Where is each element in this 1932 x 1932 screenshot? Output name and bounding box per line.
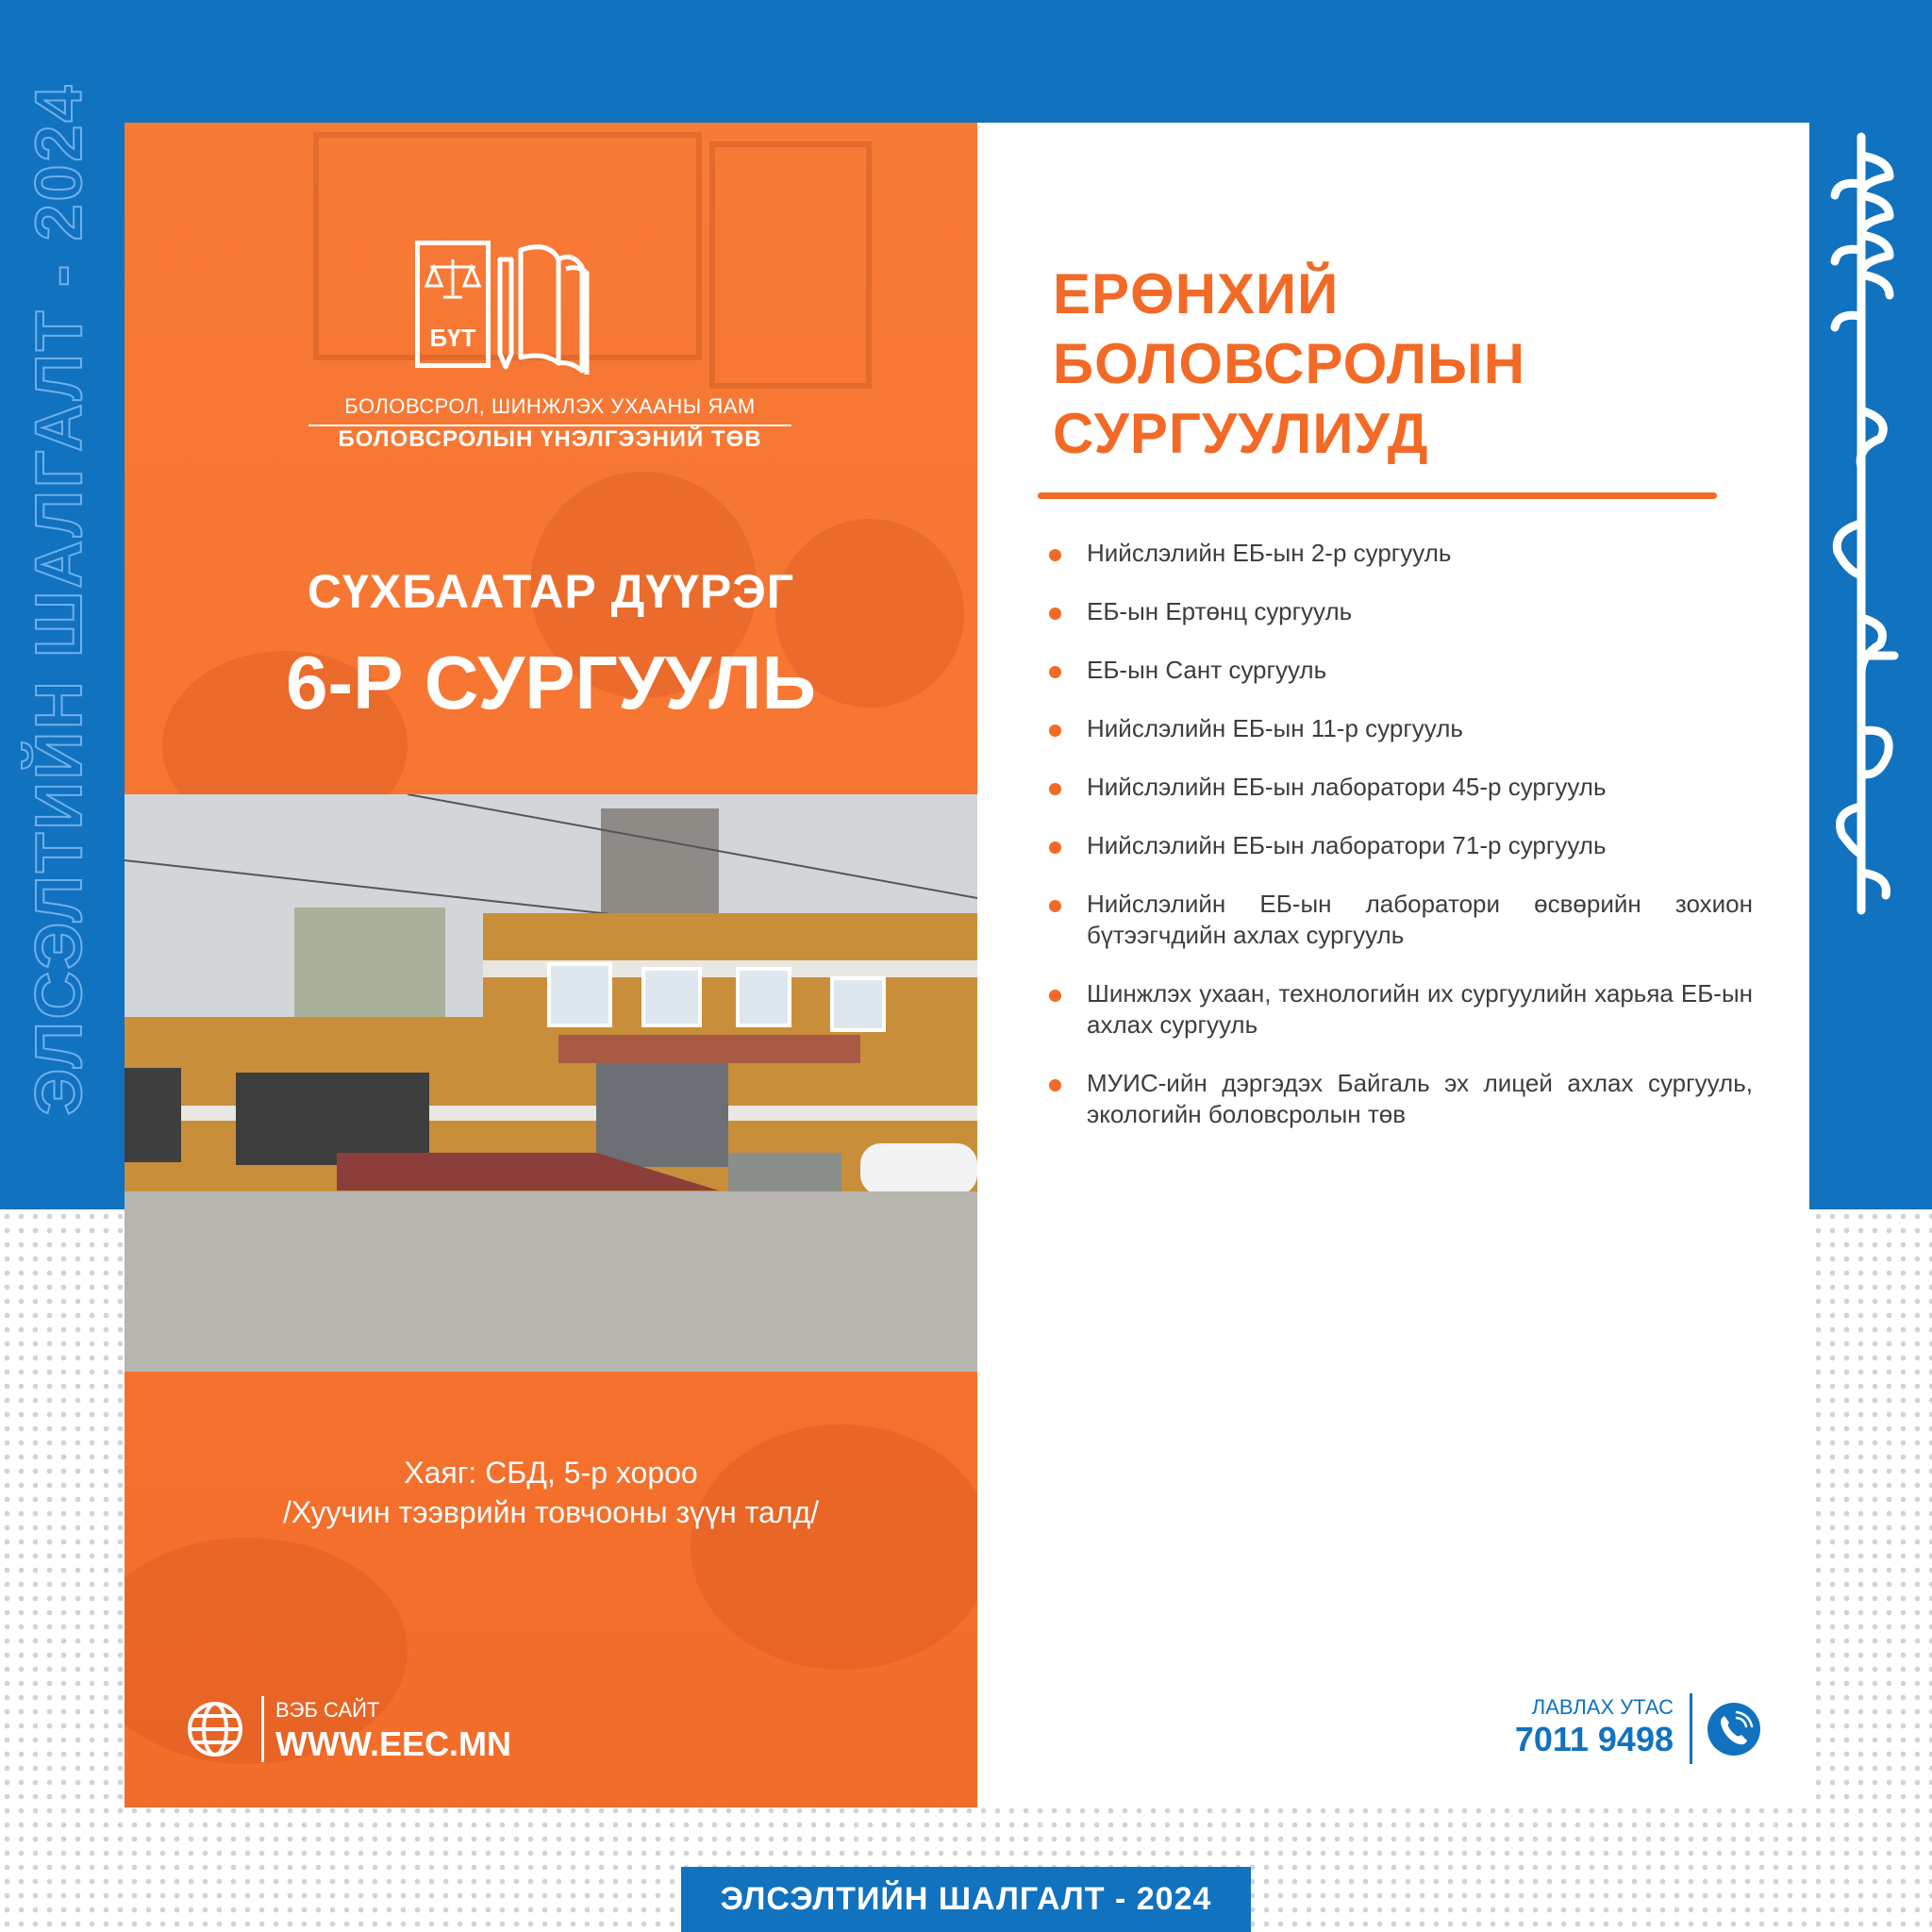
school-title: 6-Р СУРГУУЛЬ [285,641,817,724]
phone-block[interactable] [1355,1693,1779,1764]
globe-icon [186,1700,244,1758]
school-panel [125,123,977,1807]
bullet-icon [1049,990,1061,1002]
bullet-icon [1049,1079,1061,1091]
list-item-text: Нийслэлийн ЕБ-ын лаборатори 45-р сургууль [1087,773,1607,801]
address-line-2: /Хуучин тээврийн товчооны зүүн талд/ [282,1495,820,1529]
logo-badge-text: БҮТ [429,324,476,352]
bullet-icon [1049,608,1061,620]
list-item [1043,830,1753,861]
list-item [1043,978,1753,1041]
list-item [1043,772,1753,803]
scales-icon [423,254,483,310]
poster-card [125,123,1809,1807]
center-name: БОЛОВСРОЛЫН ҮНЭЛГЭЭНИЙ ТӨВ [338,426,762,452]
bullet-icon [1049,841,1061,854]
list-item [1043,1068,1753,1130]
district-title: СҮХБААТАР ДҮҮРЭГ [307,565,795,618]
background-frame [709,142,872,389]
heading-line-2: БОЛОВСРОЛЫН [1053,332,1526,395]
ministry-logo [415,241,594,382]
list-item-text: Шинжлэх ухаан, технологийн их сургуулийн харьяа ЕБ-ын ахлах сургууль [1087,979,1753,1039]
list-item [1043,889,1753,951]
heading-line-1: ЕРӨНХИЙ [1053,262,1340,325]
schools-list-panel [977,123,1809,1807]
bullet-icon [1049,783,1061,795]
list-item [1043,596,1753,627]
website-divider [261,1696,264,1762]
school-list [1043,538,1753,1158]
website-label: ВЭБ САЙТ [275,1698,380,1722]
list-item-text: Нийслэлийн ЕБ-ын лаборатори 71-р сургууль [1087,831,1607,859]
side-caption: ЭЛСЭЛТИЙН ШАЛГАЛТ - 2024 [22,82,95,1116]
bullet-icon [1049,549,1061,561]
list-item-text: МУИС-ийн дэргэдэх Байгаль эх лицей ахлах сургууль, экологийн боловсролын төв [1087,1069,1753,1128]
bullet-icon [1049,666,1061,678]
heading-line-3: СУРГУУЛИУД [1053,402,1429,465]
school-address [125,1453,977,1532]
mongolian-script-decoration [1809,127,1913,920]
school-building-illustration [125,794,977,1372]
list-item-text: Нийслэлийн ЕБ-ын лаборатори өсвөрийн зохион бүтээгчдийн ахлах сургууль [1087,890,1753,949]
book-pencil-icon [492,241,596,382]
list-heading [1053,259,1770,469]
bullet-icon [1049,900,1061,912]
list-item [1043,538,1753,569]
list-item-text: ЕБ-ын Сант сургууль [1087,656,1327,684]
phone-divider [1690,1693,1692,1764]
list-item-text: Нийслэлийн ЕБ-ын 11-р сургууль [1087,714,1463,742]
phone-label: ЛАВЛАХ УТАС [1531,1695,1674,1719]
list-item-text: ЕБ-ын Ертөнц сургууль [1087,597,1353,625]
school-building-photo [125,794,977,1372]
bullet-icon [1049,724,1061,737]
address-line-1: Хаяг: СБД, 5-р хороо [404,1456,698,1490]
list-item [1043,655,1753,686]
phone-number[interactable]: 7011 9498 [1514,1720,1674,1758]
list-item [1043,713,1753,744]
list-item-text: Нийслэлийн ЕБ-ын 2-р сургууль [1087,539,1452,567]
heading-rule [1038,492,1717,499]
website-link[interactable]: WWW.EEC.MN [275,1724,511,1763]
ministry-name: БОЛОВСРОЛ, ШИНЖЛЭХ УХААНЫ ЯАМ [308,394,791,426]
phone-icon [1706,1701,1762,1757]
footer-tab: ЭЛСЭЛТИЙН ШАЛГАЛТ - 2024 [681,1867,1251,1932]
